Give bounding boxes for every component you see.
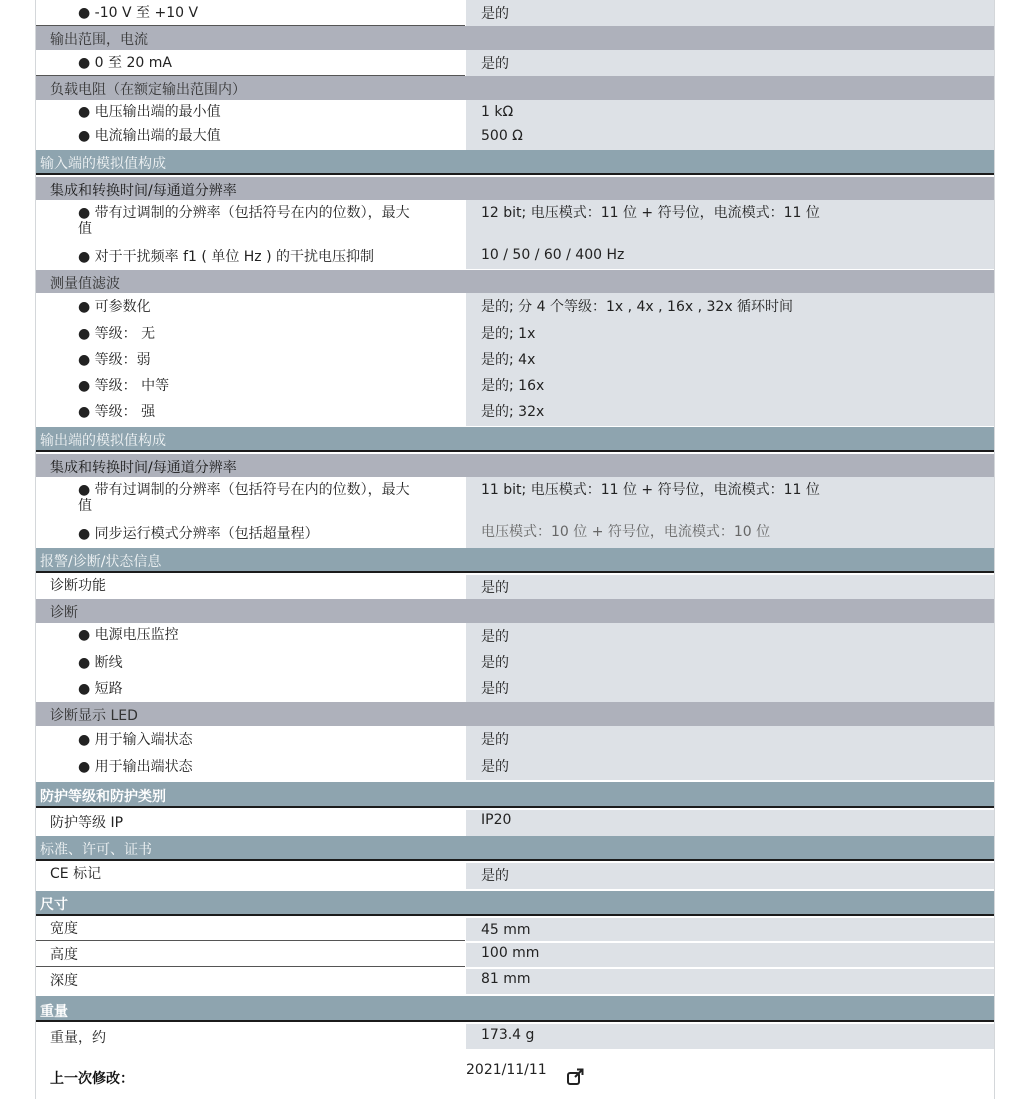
spec-label: ● 等级： 无 — [78, 326, 156, 342]
spec-row — [36, 477, 994, 521]
subsection-header — [36, 26, 994, 50]
section-title: 尺寸 — [40, 897, 68, 913]
spec-value: 是的 — [481, 868, 509, 884]
spec-value: 11 bit; 电压模式：11 位 + 符号位，电流模式：11 位 — [481, 482, 820, 498]
section-header — [36, 548, 994, 573]
external-link-icon[interactable] — [566, 1068, 584, 1086]
spec-row — [36, 810, 994, 836]
spec-label: ● 等级：弱 — [78, 352, 151, 368]
spec-value: 1 kΩ — [481, 104, 514, 120]
spec-row — [36, 575, 994, 599]
spec-table — [36, 0, 994, 1099]
spec-row — [36, 650, 994, 676]
spec-label: 防护等级 IP — [50, 815, 124, 831]
spec-row — [36, 1024, 994, 1049]
spec-label: ● 电压输出端的最小值 — [78, 104, 221, 120]
spec-row — [36, 320, 994, 346]
subsection-title: 集成和转换时间/每通道分辨率 — [50, 460, 237, 476]
spec-value: 是的; 分 4 个等级：1x , 4x , 16x , 32x 循环时间 — [481, 299, 794, 315]
spec-label: ● 断线 — [78, 655, 123, 671]
subsection-header — [36, 454, 994, 477]
spec-label: ● 0 至 20 mA — [78, 55, 172, 71]
spec-row — [36, 346, 994, 372]
section-header — [36, 836, 994, 861]
subsection-title: 负载电阻（在额定输出范围内） — [50, 82, 246, 98]
spec-row — [36, 398, 994, 426]
section-header — [36, 996, 994, 1022]
spec-value: 100 mm — [481, 945, 540, 961]
subsection-header — [36, 177, 994, 200]
subsection-title: 集成和转换时间/每通道分辨率 — [50, 183, 237, 199]
spec-value: 是的 — [481, 681, 509, 697]
spec-row — [36, 100, 994, 124]
spec-label: ● 可参数化 — [78, 299, 151, 315]
spec-value: 是的 — [481, 629, 509, 645]
spec-value: 10 / 50 / 60 / 400 Hz — [481, 247, 625, 263]
subsection-header — [36, 76, 994, 100]
section-header — [36, 427, 994, 452]
spec-label: ● 电源电压监控 — [78, 627, 179, 643]
last-modified-row — [36, 1062, 994, 1096]
spec-value: 是的 — [481, 6, 509, 22]
spec-row — [36, 918, 994, 941]
spec-label: CE 标记 — [50, 866, 102, 882]
subsection-title: 测量值滤波 — [50, 276, 120, 292]
spec-value: 500 Ω — [481, 128, 523, 144]
spec-label: ● 带有过调制的分辨率（包括符号在内的位数），最大 — [78, 482, 410, 498]
spec-label: ● 等级： 中等 — [78, 378, 170, 394]
spec-label: ● -10 V 至 +10 V — [78, 5, 199, 21]
section-title: 标准、许可、证书 — [40, 842, 152, 858]
spec-value: 是的 — [481, 580, 509, 596]
spec-row — [36, 50, 994, 76]
subsection-header — [36, 702, 994, 726]
spec-value: 12 bit; 电压模式：11 位 + 符号位，电流模式：11 位 — [481, 205, 820, 221]
spec-label: 深度 — [50, 973, 78, 989]
spec-label: 高度 — [50, 947, 78, 963]
spec-label: ● 对于干扰频率 f1 ( 单位 Hz ) 的干扰电压抑制 — [78, 249, 375, 265]
spec-row — [36, 969, 994, 994]
spec-value: 45 mm — [481, 922, 531, 938]
spec-row — [36, 676, 994, 702]
section-title: 防护等级和防护类别 — [40, 789, 166, 805]
spec-value: 是的; 4x — [481, 352, 536, 368]
last-modified-label: 上一次修改： — [50, 1071, 134, 1087]
spec-row — [36, 943, 994, 967]
subsection-title: 输出范围，电流 — [50, 32, 148, 48]
spec-label-continued: 值 — [78, 498, 92, 514]
spec-label: 重量，约 — [50, 1030, 106, 1046]
spec-value: 173.4 g — [481, 1027, 535, 1043]
spec-value: 81 mm — [481, 971, 531, 987]
spec-row — [36, 372, 994, 398]
spec-row — [36, 726, 994, 753]
section-title: 输出端的模拟值构成 — [40, 433, 166, 449]
spec-label: 宽度 — [50, 921, 78, 937]
section-header — [36, 150, 994, 175]
spec-row — [36, 200, 994, 244]
section-title: 输入端的模拟值构成 — [40, 156, 166, 172]
subsection-title: 诊断 — [50, 605, 78, 621]
spec-label: ● 同步运行模式分辨率（包括超量程） — [78, 526, 319, 542]
spec-row — [36, 623, 994, 650]
right-border — [994, 0, 995, 1099]
spec-row — [36, 753, 994, 780]
spec-label: ● 短路 — [78, 681, 123, 697]
section-title: 报警/诊断/状态信息 — [40, 554, 162, 570]
spec-value: 是的 — [481, 759, 509, 775]
spec-row — [36, 293, 994, 320]
section-header — [36, 782, 994, 808]
section-header — [36, 891, 994, 916]
spec-row — [36, 521, 994, 548]
spec-label: ● 电流输出端的最大值 — [78, 128, 221, 144]
spec-value: 是的 — [481, 655, 509, 671]
spec-value: 电压模式：10 位 + 符号位，电流模式：10 位 — [481, 524, 771, 540]
subsection-title: 诊断显示 LED — [50, 708, 138, 724]
subsection-header — [36, 270, 994, 293]
spec-row — [36, 0, 994, 26]
spec-label: ● 用于输出端状态 — [78, 759, 193, 775]
spec-label: ● 带有过调制的分辨率（包括符号在内的位数），最大 — [78, 205, 410, 221]
spec-label-continued: 值 — [78, 221, 92, 237]
spec-label: 诊断功能 — [50, 578, 106, 594]
subsection-header — [36, 599, 994, 623]
spec-row — [36, 863, 994, 889]
section-title: 重量 — [40, 1004, 68, 1020]
spec-value: IP20 — [481, 812, 512, 828]
spec-row — [36, 244, 994, 269]
spec-value: 是的; 1x — [481, 326, 536, 342]
spec-value: 是的 — [481, 56, 509, 72]
spec-label: ● 用于输入端状态 — [78, 732, 193, 748]
spec-value: 是的; 16x — [481, 378, 545, 394]
spec-value: 是的; 32x — [481, 404, 545, 420]
spec-label: ● 等级： 强 — [78, 404, 156, 420]
spec-value: 是的 — [481, 732, 509, 748]
last-modified-date: 2021/11/11 — [466, 1062, 547, 1078]
spec-row — [36, 124, 994, 150]
